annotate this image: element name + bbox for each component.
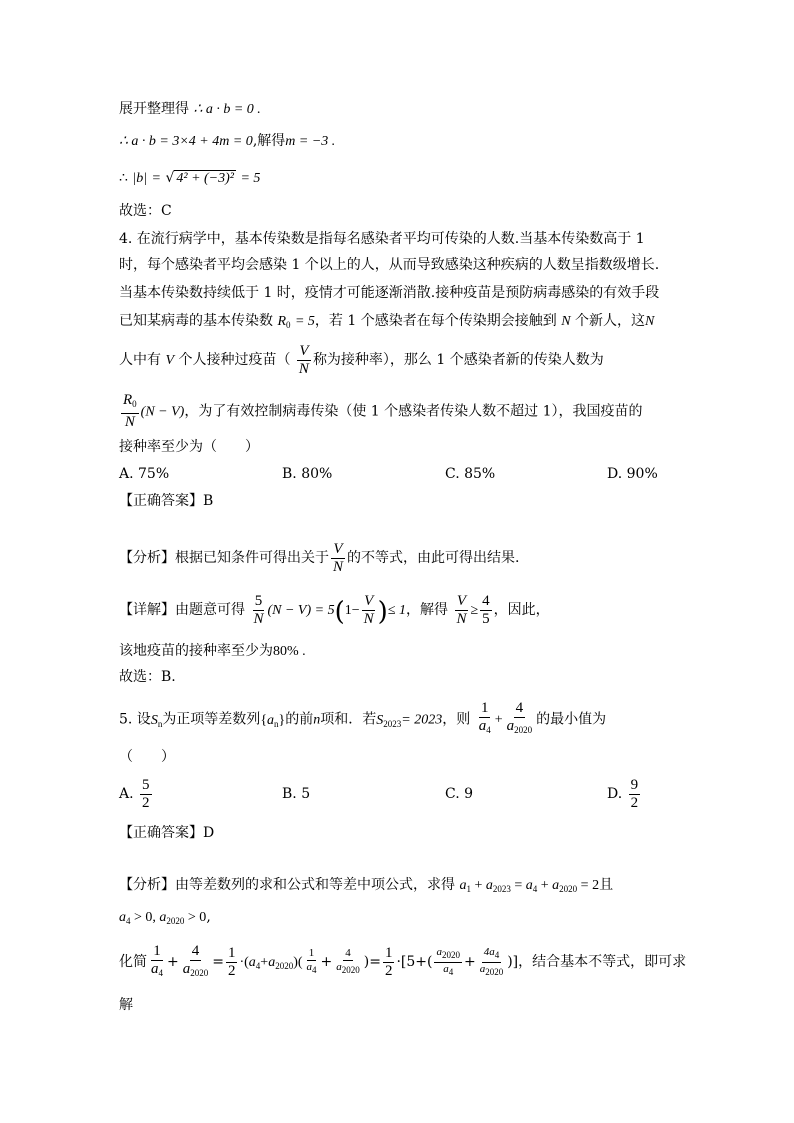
sequence-an: $\{a_n\}$ (260, 712, 286, 729)
text: 个新人，这 (574, 313, 645, 329)
text: 的不等式，由此可得出结果. (347, 550, 520, 566)
text: 5. 设 (119, 711, 151, 728)
variable-n: n (313, 712, 321, 728)
option-b: B. 80% (282, 466, 333, 482)
detail-line (119, 592, 550, 630)
question-4-stem (119, 312, 654, 334)
variable-n: N (644, 314, 655, 329)
fraction-4-over-a2020: $\frac{4}{a_{2020}}$ (506, 700, 533, 735)
fraction-v-over-n: $\frac{V}{N}$ (298, 342, 309, 377)
fraction-4-over-a2020: $\frac{4}{a_{2020}}$ (336, 947, 360, 975)
positivity-condition: $a_4 > 0$, $a_{2020} > 0$ (119, 910, 207, 926)
expression: ≤ 1 (387, 603, 406, 618)
solution-line-1 (119, 100, 261, 119)
question-4-stem: 当基本传染数持续低于 1 时，疫情才可能逐渐消散.接种疫苗是预防病毒感染的有效手段 (119, 285, 660, 301)
fraction-1-over-a4: $\frac{1}{a_4}$ (478, 700, 491, 735)
text: 已知某病毒的基本传染数 (119, 313, 273, 329)
option-c: C. 85% (445, 466, 496, 482)
text: ，结合基本不等式，即可求 (518, 954, 687, 970)
fraction-4-over-5: $\frac{4}{5}$ (482, 592, 490, 627)
answer-choice: 故选：C (119, 203, 172, 219)
text: 且 (599, 877, 614, 893)
option-b: B. 5 (282, 786, 311, 802)
fraction-5-over-n: $\frac{5}{N}$ (253, 592, 264, 627)
sqrt-content: 4² + (−3)² (176, 171, 234, 186)
question-4-stem (119, 392, 643, 431)
simplify-line-end: 解 (119, 997, 133, 1013)
answer-choice: 故选：B. (119, 669, 176, 685)
expression: (N − V) = 5 (267, 603, 335, 618)
text: ，解得 (406, 602, 448, 618)
r0-value: = 5 (294, 314, 315, 329)
text: ，若 1 个感染者在每个传染期会接触到 (314, 313, 557, 329)
text: 的最小值为 (536, 711, 607, 728)
solution-text: ,解得 (252, 133, 286, 149)
conclusion-line (119, 642, 306, 661)
result-value: = 5 (240, 171, 261, 186)
analysis-line (119, 876, 613, 898)
solution-line-3 (119, 166, 260, 191)
option-d (607, 776, 642, 812)
therefore-symbol: ∴ (119, 170, 128, 186)
text: ，为了有效控制病毒传染（使 1 个感染者传染人数不超过 1），我国疫苗的 (184, 403, 643, 420)
text: ，因此， (493, 602, 550, 618)
one: 1− (344, 603, 360, 618)
question-4-stem: 时，每个感染者平均会感染 1 个以上的人，从而导致感染这种疾病的人数呈指数级增长. (119, 257, 660, 273)
solution-text: 展开整理得 (119, 101, 189, 117)
question-5-stem (119, 700, 606, 742)
question-4-stem: 4. 在流行病学中，基本传染数是指每名感染者平均可传染的人数.当基本传染数高于 1 (119, 231, 645, 247)
question-4-stem: 接种率至少为（ ） (119, 439, 259, 455)
fraction-1-over-a4: $\frac{1}{a_4}$ (306, 947, 317, 975)
option-a: A. 75% (119, 466, 170, 482)
variable-n: N (561, 314, 571, 329)
text: 的前 (285, 711, 314, 728)
result-value: m = −3 . (285, 134, 336, 149)
fraction-4a4-over-a2020: $\frac{4a_4}{a_{2020}}$ (479, 945, 504, 977)
text: 该地疫苗的接种率至少为 (119, 643, 273, 659)
option-c: C. 9 (445, 786, 474, 802)
s-letter: S (376, 712, 384, 728)
option-label: A. (119, 786, 134, 802)
equals-sign: = (151, 171, 161, 186)
answer-paren: （ ） (119, 749, 175, 765)
condition-line (119, 908, 211, 930)
fraction-a2020-over-a4: $\frac{a_{2020}}{a_4}$ (436, 945, 460, 977)
geq: ≥ (470, 603, 479, 618)
solution-line-2 (119, 132, 335, 151)
sn-symbol: $S_n$ (150, 712, 163, 729)
vector-equation: ∴ a · b = 0 . (193, 102, 261, 117)
correct-answer: 【正确答案】D (119, 825, 215, 841)
sqrt-symbol: √ (165, 170, 175, 186)
fraction-5-over-2: $\frac{5}{2}$ (142, 776, 150, 811)
fraction-1-over-2: $\frac{1}{2}$ (227, 944, 236, 979)
option-d: D. 90% (607, 466, 658, 482)
fraction-v-over-n: $\frac{V}{N}$ (456, 592, 467, 627)
text: 个人接种过疫苗（ (178, 352, 291, 368)
text: , (206, 909, 211, 925)
fraction-v-over-n: $\frac{V}{N}$ (333, 540, 344, 575)
question-4-stem (119, 342, 604, 379)
fraction-9-over-2: $\frac{9}{2}$ (630, 776, 639, 811)
vector-magnitude: |b| (132, 171, 148, 186)
text: 人中有 (119, 352, 161, 368)
fraction-1-over-a4: $\frac{1}{a_4}$ (151, 942, 163, 978)
r0-symbol: $R_0$ (277, 314, 291, 330)
fraction-v-over-n: $\frac{V}{N}$ (363, 592, 374, 627)
sum-equation: $a_1 + a_{2023} = a_4 + a_{2020} = 2$ (459, 878, 600, 894)
text: 项和．若 (320, 711, 377, 728)
simplify-line: 化简 $\frac{1}{a_4}$ + $\frac{4}{a_{2020}}$ = $\frac{1}{2}$ $\cdot(a_4+a_{2020})$( $\frac{1}{a_4}$ + $\frac{4}{a_{2020}}$ )= $\frac{1}{2}$ ·[5+( $\frac{a_{2020}}{a_4}$ + $\frac{4a_4}{a_{2020}}$ )]，结合基本不等式，即可求 (119, 942, 686, 986)
expression: (N − V) (140, 404, 185, 420)
analysis-line (119, 540, 519, 576)
value: 80% . (273, 644, 306, 659)
product-expr: $\cdot(a_4+a_{2020})$( (239, 955, 303, 971)
paren: ( (334, 597, 345, 627)
text: 化简 (119, 954, 147, 970)
text: 称为接种率），那么 1 个感染者新的传染人数为 (312, 352, 604, 368)
fraction-r0-over-n: $\frac{R_0}{N}$ (123, 392, 137, 430)
expression: = 2023 (401, 712, 443, 728)
paren: ) (377, 597, 388, 627)
vector-equation: ∴ a · b = 3×4 + 4m = 0 (119, 134, 253, 149)
s2023-symbol: $S_{2023}$ (376, 712, 402, 729)
text: 为正项等差数列 (162, 711, 261, 728)
option-label: D. (607, 786, 623, 802)
fraction-1-over-2: $\frac{1}{2}$ (384, 944, 393, 979)
text: 【分析】由等差数列的求和公式和等差中项公式，求得 (119, 877, 455, 893)
text: ，则 (442, 711, 471, 728)
option-a (119, 776, 154, 812)
text: 【分析】根据已知条件可得出关于 (119, 550, 329, 566)
fraction-4-over-a2020: $\frac{4}{a_{2020}}$ (182, 942, 209, 978)
correct-answer: 【正确答案】B (119, 493, 214, 509)
text: 【详解】由题意可得 (119, 602, 245, 618)
plus: + (494, 712, 503, 728)
variable-v: V (165, 353, 175, 368)
